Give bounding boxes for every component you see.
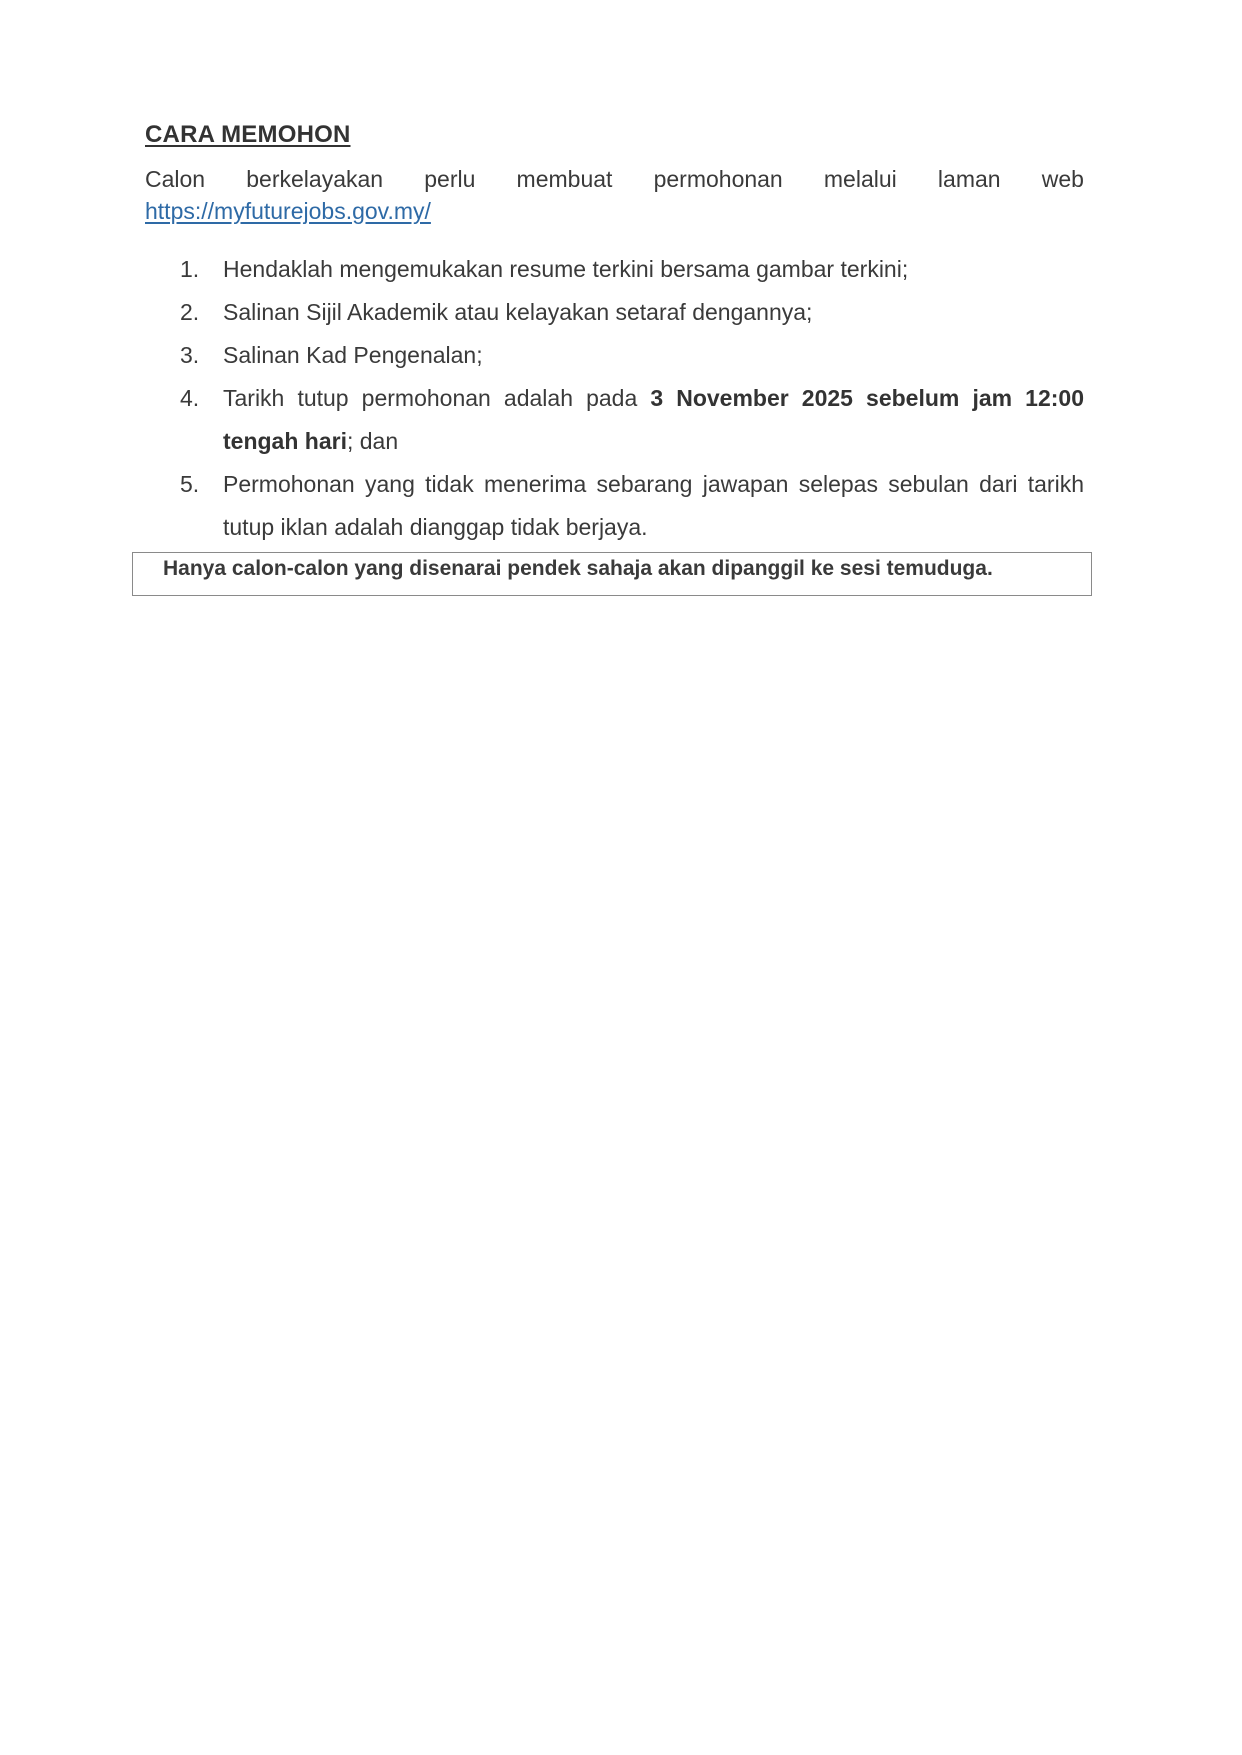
notice-box: [132, 552, 1092, 596]
notice-text: Hanya calon-calon yang disenarai pendek sahaja akan dipanggil ke sesi temuduga.: [163, 557, 993, 580]
section-heading: CARA MEMOHON: [145, 121, 351, 148]
list-item: [180, 463, 1084, 549]
intro-word: Calon: [145, 166, 206, 192]
list-number: 5.: [180, 471, 200, 497]
intro-word: membuat: [516, 166, 613, 192]
list-text: Salinan Sijil Akademik atau kelayakan setaraf dengannya;: [223, 299, 813, 325]
list-item: [180, 248, 1084, 291]
list-text-closing-date: [223, 377, 1084, 463]
requirements-list: [180, 248, 1084, 549]
list-item: [180, 291, 1084, 334]
list-text: Salinan Kad Pengenalan;: [223, 342, 483, 368]
list-text-part: Tarikh tutup permohonan adalah pada: [223, 385, 651, 411]
intro-word: web: [1041, 166, 1084, 192]
list-number: 3.: [180, 342, 200, 368]
list-number: 2.: [180, 299, 200, 325]
list-item: [180, 334, 1084, 377]
list-text: Permohonan yang tidak menerima sebarang jawapan selepas sebulan dari tarikh tutup iklan adalah dianggap tidak berjaya.: [223, 471, 1084, 540]
intro-word: perlu: [424, 166, 476, 192]
intro-word: laman: [937, 166, 1001, 192]
intro-line: [145, 163, 1084, 195]
intro-word: berkelayakan: [246, 166, 384, 192]
list-item: [180, 377, 1084, 463]
intro-paragraph: [145, 163, 1084, 227]
intro-word: melalui: [823, 166, 897, 192]
list-text: Hendaklah mengemukakan resume terkini bersama gambar terkini;: [223, 256, 909, 282]
list-number: 4.: [180, 385, 200, 411]
intro-word: permohonan: [653, 166, 783, 192]
closing-date-bold: 3 November 2025 sebelum jam 12:00 tengah hari: [223, 385, 1085, 454]
myfuturejobs-link[interactable]: https://myfuturejobs.gov.my/: [145, 198, 431, 224]
list-number: 1.: [180, 256, 200, 282]
list-text-part: ; dan: [346, 428, 399, 454]
